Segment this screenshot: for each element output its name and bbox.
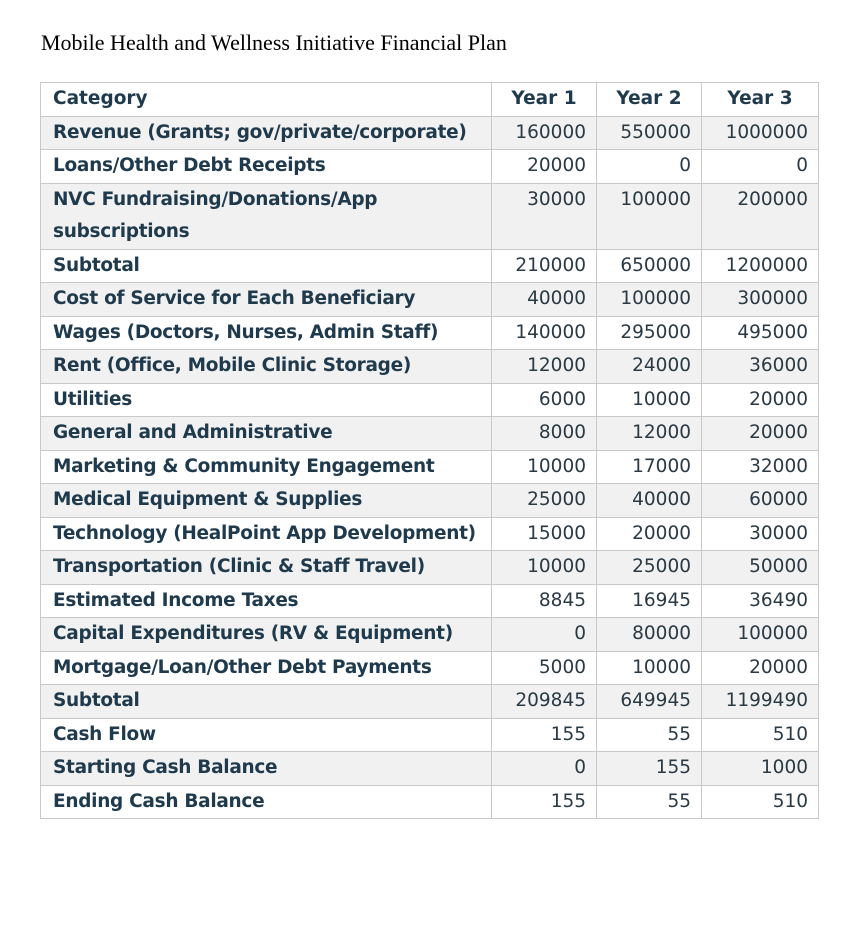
year-1-cell: 25000 [492,484,597,518]
year-3-cell: 200000 [702,183,819,249]
category-cell: Cash Flow [41,718,492,752]
year-3-cell: 20000 [702,383,819,417]
category-cell: Ending Cash Balance [41,785,492,819]
year-2-cell: 650000 [597,249,702,283]
category-cell: Rent (Office, Mobile Clinic Storage) [41,350,492,384]
table-row [41,183,819,249]
category-cell: Technology (HealPoint App Development) [41,517,492,551]
table-row [41,249,819,283]
category-cell: Marketing & Community Engagement [41,450,492,484]
table-row [41,283,819,317]
table-row [41,551,819,585]
year-3-cell: 1000 [702,752,819,786]
year-1-cell: 30000 [492,183,597,249]
category-cell: Capital Expenditures (RV & Equipment) [41,618,492,652]
table-row [41,651,819,685]
year-1-cell: 155 [492,718,597,752]
year-3-cell: 510 [702,718,819,752]
table-header-row [41,83,819,117]
year-1-cell: 15000 [492,517,597,551]
category-cell: Subtotal [41,685,492,719]
year-3-cell: 0 [702,150,819,184]
table-row [41,584,819,618]
year-1-cell: 140000 [492,316,597,350]
year-1-cell: 20000 [492,150,597,184]
year-1-cell: 209845 [492,685,597,719]
year-2-cell: 24000 [597,350,702,384]
table-row [41,316,819,350]
year-1-cell: 5000 [492,651,597,685]
year-1-cell: 6000 [492,383,597,417]
header-year-3: Year 3 [702,83,819,117]
year-1-cell: 0 [492,752,597,786]
year-2-cell: 0 [597,150,702,184]
year-2-cell: 100000 [597,283,702,317]
category-cell: NVC Fundraising/Donations/App subscriptions [41,183,492,249]
category-cell: Utilities [41,383,492,417]
year-1-cell: 0 [492,618,597,652]
table-row [41,417,819,451]
year-2-cell: 155 [597,752,702,786]
year-3-cell: 36000 [702,350,819,384]
year-2-cell: 550000 [597,116,702,150]
category-cell: Transportation (Clinic & Staff Travel) [41,551,492,585]
category-cell: Subtotal [41,249,492,283]
year-3-cell: 32000 [702,450,819,484]
year-3-cell: 60000 [702,484,819,518]
table-row [41,752,819,786]
table-row [41,150,819,184]
year-3-cell: 1200000 [702,249,819,283]
table-row [41,350,819,384]
category-cell: Loans/Other Debt Receipts [41,150,492,184]
year-3-cell: 20000 [702,651,819,685]
table-row [41,484,819,518]
year-2-cell: 10000 [597,651,702,685]
financial-plan-table [40,82,819,819]
header-year-1: Year 1 [492,83,597,117]
year-3-cell: 510 [702,785,819,819]
year-3-cell: 300000 [702,283,819,317]
year-2-cell: 17000 [597,450,702,484]
year-1-cell: 8845 [492,584,597,618]
year-3-cell: 495000 [702,316,819,350]
category-cell: Cost of Service for Each Beneficiary [41,283,492,317]
year-2-cell: 12000 [597,417,702,451]
year-2-cell: 55 [597,785,702,819]
category-cell: Medical Equipment & Supplies [41,484,492,518]
year-2-cell: 40000 [597,484,702,518]
year-2-cell: 100000 [597,183,702,249]
year-2-cell: 80000 [597,618,702,652]
table-row [41,383,819,417]
category-cell: Estimated Income Taxes [41,584,492,618]
year-2-cell: 25000 [597,551,702,585]
year-2-cell: 55 [597,718,702,752]
category-cell: Mortgage/Loan/Other Debt Payments [41,651,492,685]
category-cell: Wages (Doctors, Nurses, Admin Staff) [41,316,492,350]
year-1-cell: 8000 [492,417,597,451]
year-1-cell: 155 [492,785,597,819]
year-1-cell: 40000 [492,283,597,317]
year-2-cell: 295000 [597,316,702,350]
year-3-cell: 1000000 [702,116,819,150]
table-row [41,618,819,652]
year-3-cell: 1199490 [702,685,819,719]
year-1-cell: 10000 [492,450,597,484]
table-row [41,685,819,719]
table-row [41,517,819,551]
year-1-cell: 210000 [492,249,597,283]
year-3-cell: 50000 [702,551,819,585]
table-row [41,785,819,819]
header-category: Category [41,83,492,117]
table-row [41,450,819,484]
year-1-cell: 12000 [492,350,597,384]
year-2-cell: 16945 [597,584,702,618]
category-cell: Starting Cash Balance [41,752,492,786]
year-1-cell: 10000 [492,551,597,585]
year-2-cell: 20000 [597,517,702,551]
document-title: Mobile Health and Wellness Initiative Financial Plan [41,30,507,55]
header-year-2: Year 2 [597,83,702,117]
table-row [41,718,819,752]
year-2-cell: 649945 [597,685,702,719]
category-cell: General and Administrative [41,417,492,451]
year-1-cell: 160000 [492,116,597,150]
year-3-cell: 36490 [702,584,819,618]
category-cell: Revenue (Grants; gov/private/corporate) [41,116,492,150]
year-2-cell: 10000 [597,383,702,417]
year-3-cell: 30000 [702,517,819,551]
table-row [41,116,819,150]
year-3-cell: 100000 [702,618,819,652]
year-3-cell: 20000 [702,417,819,451]
